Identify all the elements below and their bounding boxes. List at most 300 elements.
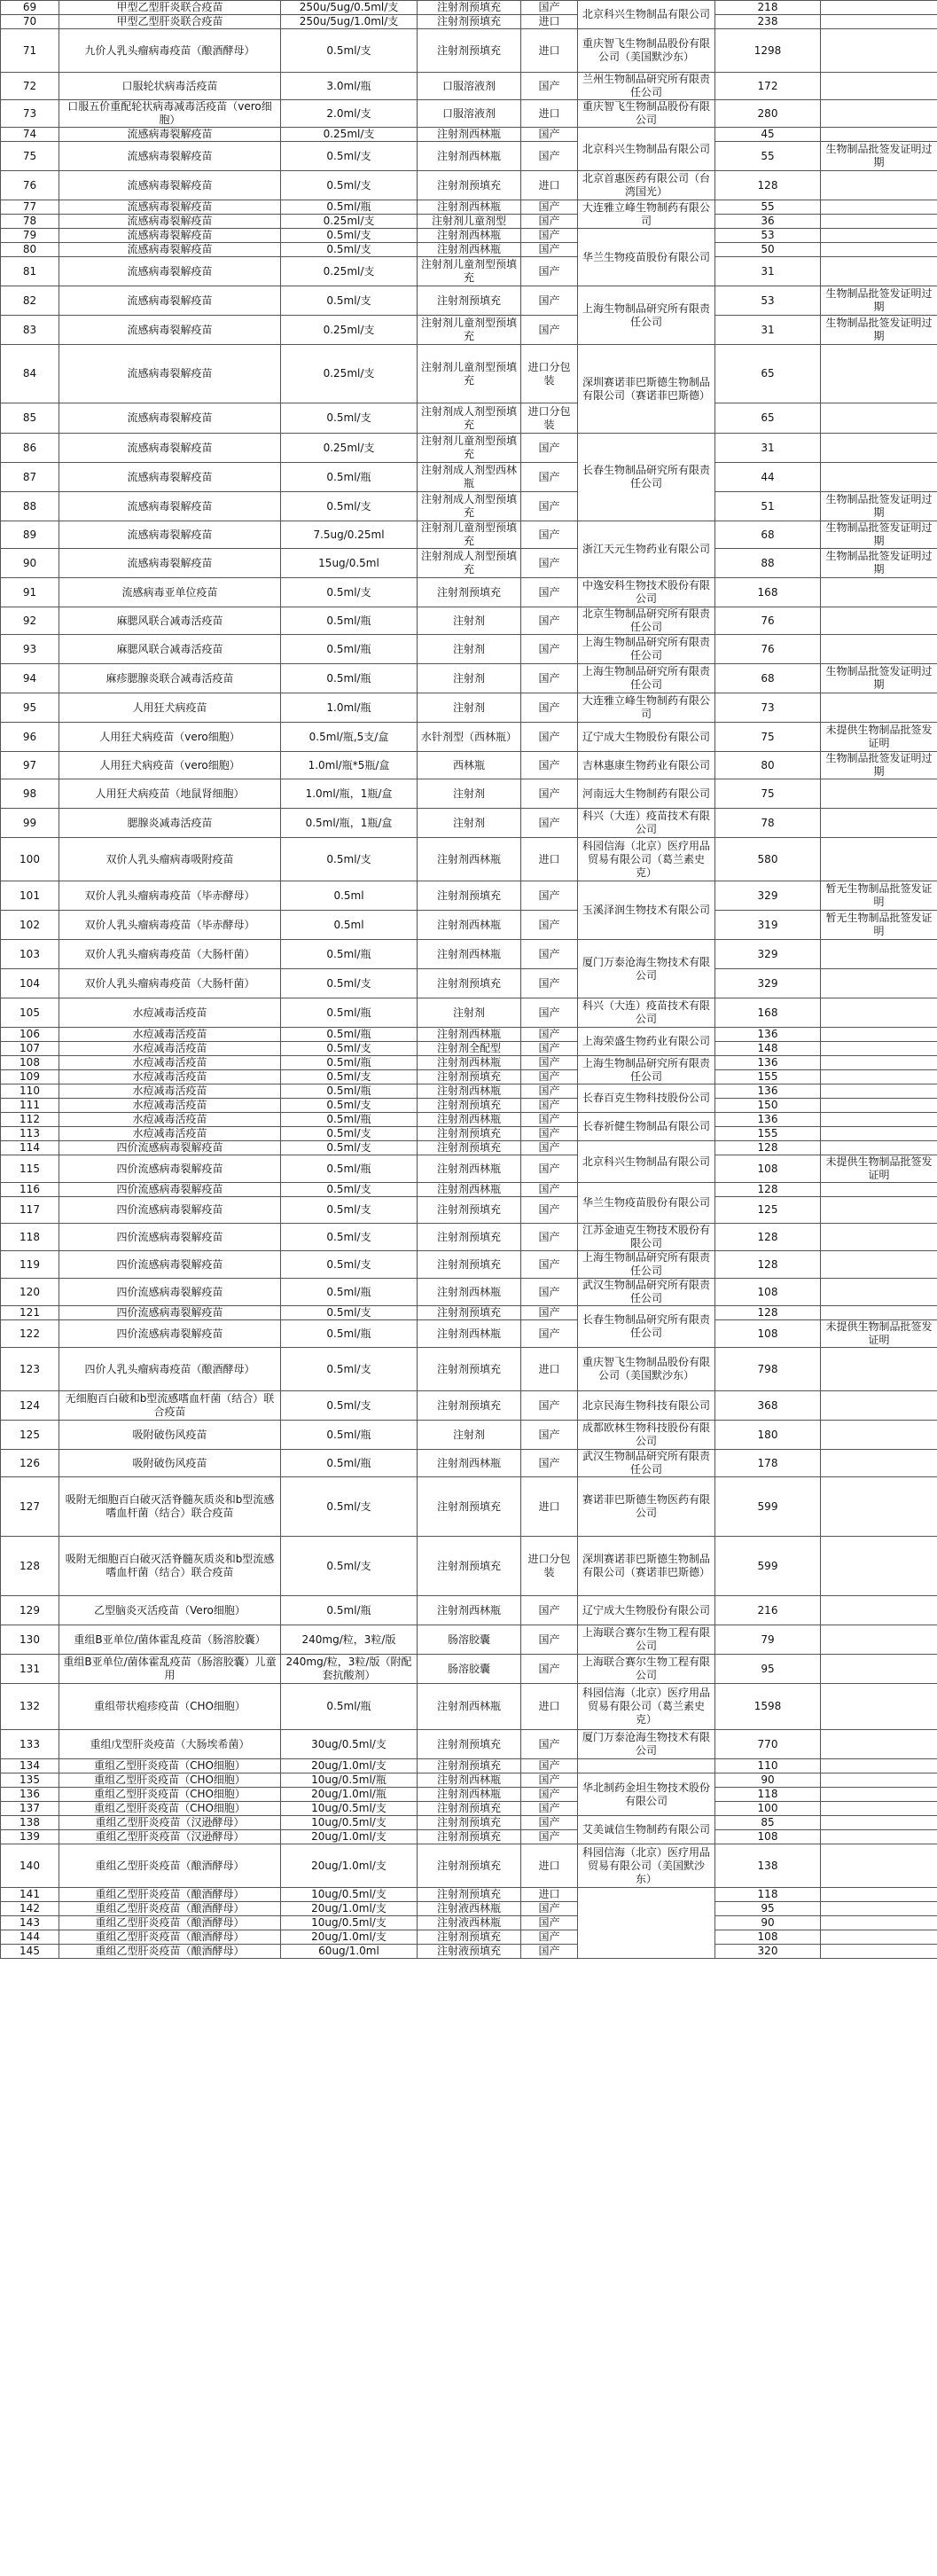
remark-cell <box>821 257 937 286</box>
origin-cell: 进口分包装 <box>521 345 578 403</box>
dosage-form-cell: 注射剂 <box>418 779 521 809</box>
supplier-cell: 深圳赛诺菲巴斯德生物制品有限公司（赛诺菲巴斯德） <box>578 345 715 434</box>
supplier-cell: 长春生物制品研究所有限责任公司 <box>578 434 715 521</box>
price-cell: 78 <box>715 809 821 838</box>
remark-cell <box>821 1902 937 1916</box>
specification-cell: 0.5ml/瓶 <box>281 200 418 215</box>
price-cell: 55 <box>715 200 821 215</box>
price-cell: 76 <box>715 607 821 635</box>
origin-cell: 国产 <box>521 881 578 911</box>
origin-cell: 进口 <box>521 1348 578 1391</box>
dosage-form-cell: 注射剂预填充 <box>418 1477 521 1537</box>
remark-cell <box>821 578 937 607</box>
supplier-cell: 重庆智飞生物制品股份有限公司 <box>578 100 715 128</box>
remark-cell <box>821 1655 937 1684</box>
dosage-form-cell: 注射剂儿童剂型 <box>418 215 521 229</box>
supplier-cell: 重庆智飞生物制品股份有限公司（美国默沙东） <box>578 1348 715 1391</box>
row-number-cell: 96 <box>1 723 59 752</box>
vaccine-name-cell: 流感病毒裂解疫苗 <box>59 286 281 316</box>
table-row <box>1 1056 937 1070</box>
dosage-form-cell: 注射剂西林瓶 <box>418 838 521 881</box>
origin-cell: 国产 <box>521 1056 578 1070</box>
remark-cell <box>821 1477 937 1537</box>
origin-cell: 国产 <box>521 1596 578 1625</box>
origin-cell: 国产 <box>521 1127 578 1141</box>
specification-cell: 0.5ml/支 <box>281 403 418 434</box>
remark-cell <box>821 1730 937 1759</box>
remark-cell <box>821 998 937 1028</box>
price-cell: 90 <box>715 1773 821 1788</box>
origin-cell: 国产 <box>521 911 578 940</box>
remark-cell <box>821 29 937 73</box>
vaccine-name-cell: 重组带状疱疹疫苗（CHO细胞） <box>59 1684 281 1730</box>
table-row <box>1 1127 937 1141</box>
row-number-cell: 127 <box>1 1477 59 1537</box>
price-cell: 95 <box>715 1655 821 1684</box>
vaccine-name-cell: 吸附无细胞百白破灭活脊髓灰质炎和b型流感嗜血杆菌（结合）联合疫苗 <box>59 1477 281 1537</box>
specification-cell: 0.5ml/支 <box>281 1348 418 1391</box>
price-cell: 216 <box>715 1596 821 1625</box>
origin-cell: 国产 <box>521 200 578 215</box>
origin-cell: 国产 <box>521 1773 578 1788</box>
table-row <box>1 434 937 463</box>
specification-cell: 20ug/1.0ml/支 <box>281 1902 418 1916</box>
vaccine-name-cell: 重组乙型肝炎疫苗（酿酒酵母） <box>59 1888 281 1902</box>
table-row <box>1 463 937 492</box>
dosage-form-cell: 注射剂西林瓶 <box>418 1279 521 1306</box>
dosage-form-cell: 注射剂预填充 <box>418 15 521 29</box>
specification-cell: 250u/5ug/0.5ml/支 <box>281 1 418 15</box>
vaccine-name-cell: 吸附无细胞百白破灭活脊髓灰质炎和b型流感嗜血杆菌（结合）联合疫苗 <box>59 1537 281 1596</box>
supplier-cell: 北京科兴生物制品有限公司 <box>578 1 715 29</box>
row-number-cell: 117 <box>1 1197 59 1224</box>
price-cell: 128 <box>715 1251 821 1279</box>
table-row <box>1 1099 937 1113</box>
table-row <box>1 243 937 257</box>
dosage-form-cell: 注射剂预填充 <box>418 881 521 911</box>
row-number-cell: 123 <box>1 1348 59 1391</box>
specification-cell: 2.0ml/支 <box>281 100 418 128</box>
origin-cell: 国产 <box>521 1945 578 1959</box>
origin-cell: 国产 <box>521 316 578 345</box>
origin-cell: 国产 <box>521 1251 578 1279</box>
dosage-form-cell: 注射剂成人剂型西林瓶 <box>418 463 521 492</box>
specification-cell: 0.25ml/支 <box>281 345 418 403</box>
table-row <box>1 664 937 693</box>
table-row <box>1 345 937 403</box>
dosage-form-cell: 注射剂 <box>418 1421 521 1450</box>
remark-cell <box>821 1 937 15</box>
supplier-cell: 吉林惠康生物药业有限公司 <box>578 752 715 779</box>
dosage-form-cell: 注射剂预填充 <box>418 578 521 607</box>
dosage-form-cell: 注射剂儿童剂型预填充 <box>418 521 521 549</box>
price-cell: 51 <box>715 492 821 521</box>
origin-cell: 国产 <box>521 1759 578 1773</box>
origin-cell: 国产 <box>521 1830 578 1844</box>
supplier-cell: 艾美诚信生物制药有限公司 <box>578 1816 715 1844</box>
supplier-cell: 兰州生物制品研究所有限责任公司 <box>578 73 715 100</box>
specification-cell: 0.5ml/瓶 <box>281 664 418 693</box>
specification-cell: 0.5ml/瓶 <box>281 1084 418 1099</box>
price-cell: 108 <box>715 1320 821 1348</box>
price-cell: 319 <box>715 911 821 940</box>
dosage-form-cell: 注射剂预填充 <box>418 1830 521 1844</box>
supplier-cell: 上海生物制品研究所有限责任公司 <box>578 664 715 693</box>
vaccine-name-cell: 水痘减毒活疫苗 <box>59 1099 281 1113</box>
specification-cell: 1.0ml/瓶，1瓶/盒 <box>281 779 418 809</box>
remark-cell: 暂无生物制品批签发证明 <box>821 881 937 911</box>
vaccine-name-cell: 双价人乳头瘤病毒疫苗（大肠杆菌） <box>59 969 281 998</box>
dosage-form-cell: 注射剂预填充 <box>418 171 521 200</box>
supplier-cell: 上海生物制品研究所有限责任公司 <box>578 1251 715 1279</box>
row-number-cell: 134 <box>1 1759 59 1773</box>
specification-cell: 15ug/0.5ml <box>281 549 418 578</box>
remark-cell <box>821 171 937 200</box>
dosage-form-cell: 注射剂西林瓶 <box>418 1684 521 1730</box>
vaccine-name-cell: 流感病毒裂解疫苗 <box>59 171 281 200</box>
remark-cell <box>821 1197 937 1224</box>
remark-cell <box>821 1084 937 1099</box>
dosage-form-cell: 注射剂儿童剂型预填充 <box>418 257 521 286</box>
remark-cell <box>821 1844 937 1888</box>
remark-cell <box>821 215 937 229</box>
vaccine-name-cell: 麻疹腮腺炎联合减毒活疫苗 <box>59 664 281 693</box>
dosage-form-cell: 注射剂预填充 <box>418 1802 521 1816</box>
price-cell: 136 <box>715 1028 821 1042</box>
dosage-form-cell: 注射剂预填充 <box>418 1 521 15</box>
price-cell: 599 <box>715 1537 821 1596</box>
origin-cell: 国产 <box>521 1802 578 1816</box>
table-row <box>1 1759 937 1773</box>
remark-cell <box>821 1888 937 1902</box>
table-row <box>1 1 937 15</box>
supplier-cell: 科园信海（北京）医疗用品贸易有限公司（葛兰素史克） <box>578 1684 715 1730</box>
vaccine-name-cell: 流感病毒裂解疫苗 <box>59 492 281 521</box>
row-number-cell: 137 <box>1 1802 59 1816</box>
table-row <box>1 969 937 998</box>
dosage-form-cell: 肠溶胶囊 <box>418 1625 521 1655</box>
specification-cell: 1.0ml/瓶 <box>281 693 418 723</box>
dosage-form-cell: 注射剂 <box>418 998 521 1028</box>
vaccine-name-cell: 口服五价重配轮状病毒减毒活疫苗（vero细胞） <box>59 100 281 128</box>
vaccine-name-cell: 流感病毒裂解疫苗 <box>59 243 281 257</box>
vaccine-name-cell: 人用狂犬病疫苗 <box>59 693 281 723</box>
price-cell: 136 <box>715 1113 821 1127</box>
specification-cell: 0.5ml/支 <box>281 1042 418 1056</box>
supplier-cell: 北京科兴生物制品有限公司 <box>578 128 715 171</box>
origin-cell: 国产 <box>521 1183 578 1197</box>
dosage-form-cell: 注射剂西林瓶 <box>418 1788 521 1802</box>
remark-cell: 未提供生物制品批签发证明 <box>821 723 937 752</box>
origin-cell: 国产 <box>521 1930 578 1945</box>
remark-cell <box>821 1916 937 1930</box>
table-row <box>1 1197 937 1224</box>
specification-cell: 0.5ml/瓶 <box>281 940 418 969</box>
vaccine-name-cell: 重组乙型肝炎疫苗（CHO细胞） <box>59 1773 281 1788</box>
specification-cell: 0.5ml <box>281 881 418 911</box>
price-cell: 73 <box>715 693 821 723</box>
supplier-cell: 辽宁成大生物股份有限公司 <box>578 723 715 752</box>
vaccine-name-cell: 甲型乙型肝炎联合疫苗 <box>59 1 281 15</box>
row-number-cell: 109 <box>1 1070 59 1084</box>
table-row <box>1 403 937 434</box>
row-number-cell: 138 <box>1 1816 59 1830</box>
row-number-cell: 82 <box>1 286 59 316</box>
remark-cell: 未提供生物制品批签发证明 <box>821 1155 937 1183</box>
row-number-cell: 130 <box>1 1625 59 1655</box>
row-number-cell: 145 <box>1 1945 59 1959</box>
supplier-cell: 大连雅立峰生物制药有限公司 <box>578 200 715 229</box>
remark-cell <box>821 434 937 463</box>
origin-cell: 国产 <box>521 463 578 492</box>
table-row <box>1 200 937 215</box>
dosage-form-cell: 注射剂西林瓶 <box>418 200 521 215</box>
row-number-cell: 104 <box>1 969 59 998</box>
vaccine-name-cell: 重组乙型肝炎疫苗（汉逊酵母） <box>59 1830 281 1844</box>
dosage-form-cell: 注射剂预填充 <box>418 1391 521 1421</box>
price-cell: 168 <box>715 578 821 607</box>
table-row <box>1 723 937 752</box>
specification-cell: 0.25ml/支 <box>281 128 418 142</box>
price-cell: 85 <box>715 1816 821 1830</box>
price-cell: 280 <box>715 100 821 128</box>
table-row <box>1 1537 937 1596</box>
supplier-cell: 玉溪泽润生物技术有限公司 <box>578 881 715 940</box>
specification-cell: 0.5ml/瓶,5支/盒 <box>281 723 418 752</box>
vaccine-name-cell: 口服轮状病毒活疫苗 <box>59 73 281 100</box>
specification-cell: 0.5ml/支 <box>281 1183 418 1197</box>
table-row <box>1 1945 937 1959</box>
price-cell: 108 <box>715 1930 821 1945</box>
origin-cell: 国产 <box>521 1655 578 1684</box>
price-cell: 148 <box>715 1042 821 1056</box>
row-number-cell: 110 <box>1 1084 59 1099</box>
table-row <box>1 881 937 911</box>
price-cell: 168 <box>715 998 821 1028</box>
remark-cell <box>821 1306 937 1320</box>
specification-cell: 20ug/1.0ml/支 <box>281 1759 418 1773</box>
vaccine-name-cell: 流感病毒裂解疫苗 <box>59 316 281 345</box>
row-number-cell: 75 <box>1 142 59 171</box>
price-cell: 128 <box>715 1306 821 1320</box>
supplier-cell: 厦门万泰沧海生物技术有限公司 <box>578 940 715 998</box>
supplier-cell: 长春祈健生物制品有限公司 <box>578 1113 715 1141</box>
dosage-form-cell: 注射剂预填充 <box>418 1141 521 1155</box>
dosage-form-cell: 注射剂儿童剂型预填充 <box>418 345 521 403</box>
row-number-cell: 89 <box>1 521 59 549</box>
row-number-cell: 94 <box>1 664 59 693</box>
table-row <box>1 286 937 316</box>
specification-cell: 10ug/0.5ml/瓶 <box>281 1773 418 1788</box>
row-number-cell: 113 <box>1 1127 59 1141</box>
specification-cell: 7.5ug/0.25ml <box>281 521 418 549</box>
table-row <box>1 29 937 73</box>
supplier-cell: 科园信海（北京）医疗用品贸易有限公司（葛兰素史克） <box>578 838 715 881</box>
price-cell: 55 <box>715 142 821 171</box>
vaccine-name-cell: 重组乙型肝炎疫苗（汉逊酵母） <box>59 1816 281 1830</box>
supplier-cell <box>578 1759 715 1773</box>
dosage-form-cell: 注射剂 <box>418 607 521 635</box>
table-row <box>1 1625 937 1655</box>
specification-cell: 0.5ml/支 <box>281 142 418 171</box>
dosage-form-cell: 注射剂预填充 <box>418 1816 521 1830</box>
supplier-cell: 中逸安科生物技术股份有限公司 <box>578 578 715 607</box>
table-row <box>1 1684 937 1730</box>
origin-cell: 国产 <box>521 1155 578 1183</box>
specification-cell: 0.5ml <box>281 911 418 940</box>
table-row <box>1 1888 937 1902</box>
remark-cell <box>821 100 937 128</box>
price-cell: 79 <box>715 1625 821 1655</box>
vaccine-name-cell: 人用狂犬病疫苗（vero细胞） <box>59 752 281 779</box>
table-row <box>1 1183 937 1197</box>
vaccine-name-cell: 双价人乳头瘤病毒吸附疫苗 <box>59 838 281 881</box>
table-row <box>1 809 937 838</box>
dosage-form-cell: 注射剂西林瓶 <box>418 1028 521 1042</box>
remark-cell <box>821 15 937 29</box>
vaccine-name-cell: 四价流感病毒裂解疫苗 <box>59 1320 281 1348</box>
dosage-form-cell: 注射剂西林瓶 <box>418 911 521 940</box>
vaccine-name-cell: 水痘减毒活疫苗 <box>59 1042 281 1056</box>
specification-cell: 0.5ml/瓶 <box>281 1421 418 1450</box>
row-number-cell: 101 <box>1 881 59 911</box>
price-cell: 599 <box>715 1477 821 1537</box>
dosage-form-cell: 注射剂西林瓶 <box>418 243 521 257</box>
supplier-cell: 武汉生物制品研究所有限责任公司 <box>578 1450 715 1477</box>
remark-cell: 生物制品批签发证明过期 <box>821 664 937 693</box>
vaccine-name-cell: 流感病毒裂解疫苗 <box>59 345 281 403</box>
specification-cell: 0.5ml/支 <box>281 578 418 607</box>
remark-cell <box>821 1042 937 1056</box>
vaccine-name-cell: 四价流感病毒裂解疫苗 <box>59 1224 281 1251</box>
vaccine-name-cell: 四价流感病毒裂解疫苗 <box>59 1251 281 1279</box>
origin-cell: 进口分包装 <box>521 403 578 434</box>
remark-cell: 生物制品批签发证明过期 <box>821 286 937 316</box>
origin-cell: 进口分包装 <box>521 1537 578 1596</box>
dosage-form-cell: 注射剂预填充 <box>418 1759 521 1773</box>
row-number-cell: 132 <box>1 1684 59 1730</box>
remark-cell <box>821 1070 937 1084</box>
vaccine-name-cell: 重组乙型肝炎疫苗（酿酒酵母） <box>59 1945 281 1959</box>
table-row <box>1 1788 937 1802</box>
row-number-cell: 124 <box>1 1391 59 1421</box>
origin-cell: 国产 <box>521 693 578 723</box>
remark-cell <box>821 200 937 215</box>
table-row <box>1 1141 937 1155</box>
remark-cell <box>821 693 937 723</box>
dosage-form-cell: 注射剂预填充 <box>418 29 521 73</box>
row-number-cell: 76 <box>1 171 59 200</box>
vaccine-name-cell: 双价人乳头瘤病毒疫苗（毕赤酵母） <box>59 911 281 940</box>
table-row <box>1 15 937 29</box>
origin-cell: 进口 <box>521 100 578 128</box>
row-number-cell: 92 <box>1 607 59 635</box>
price-cell: 128 <box>715 171 821 200</box>
specification-cell: 250u/5ug/1.0ml/支 <box>281 15 418 29</box>
origin-cell: 国产 <box>521 969 578 998</box>
table-row <box>1 1028 937 1042</box>
table-row <box>1 1224 937 1251</box>
price-cell: 128 <box>715 1224 821 1251</box>
price-cell: 329 <box>715 940 821 969</box>
dosage-form-cell: 注射剂西林瓶 <box>418 1773 521 1788</box>
table-row <box>1 215 937 229</box>
vaccine-name-cell: 重组乙型肝炎疫苗（酿酒酵母） <box>59 1902 281 1916</box>
specification-cell: 10ug/0.5ml/支 <box>281 1802 418 1816</box>
vaccine-name-cell: 流感病毒裂解疫苗 <box>59 229 281 243</box>
specification-cell: 0.5ml/支 <box>281 1197 418 1224</box>
origin-cell: 国产 <box>521 1902 578 1916</box>
specification-cell: 0.5ml/支 <box>281 1537 418 1596</box>
specification-cell: 10ug/0.5ml/支 <box>281 1888 418 1902</box>
table-row <box>1 73 937 100</box>
dosage-form-cell: 注射剂西林瓶 <box>418 1056 521 1070</box>
specification-cell: 0.25ml/支 <box>281 215 418 229</box>
vaccine-name-cell: 流感病毒裂解疫苗 <box>59 403 281 434</box>
dosage-form-cell: 水针剂型（西林瓶） <box>418 723 521 752</box>
table-row <box>1 1084 937 1099</box>
vaccine-name-cell: 水痘减毒活疫苗 <box>59 1070 281 1084</box>
row-number-cell: 136 <box>1 1788 59 1802</box>
supplier-cell: 上海生物制品研究所有限责任公司 <box>578 635 715 664</box>
vaccine-name-cell: 人用狂犬病疫苗（地鼠肾细胞） <box>59 779 281 809</box>
supplier-cell: 北京首惠医药有限公司（台湾国光） <box>578 171 715 200</box>
dosage-form-cell: 注射剂预填充 <box>418 1306 521 1320</box>
vaccine-name-cell: 麻腮风联合减毒活疫苗 <box>59 607 281 635</box>
price-cell: 110 <box>715 1759 821 1773</box>
remark-cell <box>821 1945 937 1959</box>
vaccine-name-cell: 四价流感病毒裂解疫苗 <box>59 1183 281 1197</box>
dosage-form-cell: 注射剂预填充 <box>418 1251 521 1279</box>
origin-cell: 进口 <box>521 1477 578 1537</box>
row-number-cell: 98 <box>1 779 59 809</box>
origin-cell: 国产 <box>521 1224 578 1251</box>
supplier-cell: 北京科兴生物制品有限公司 <box>578 1141 715 1183</box>
vaccine-name-cell: 双价人乳头瘤病毒疫苗（毕赤酵母） <box>59 881 281 911</box>
remark-cell: 生物制品批签发证明过期 <box>821 492 937 521</box>
remark-cell <box>821 1596 937 1625</box>
dosage-form-cell: 西林瓶 <box>418 752 521 779</box>
dosage-form-cell: 注射剂西林瓶 <box>418 1084 521 1099</box>
remark-cell <box>821 1224 937 1251</box>
dosage-form-cell: 注射剂预填充 <box>418 1348 521 1391</box>
specification-cell: 30ug/0.5ml/支 <box>281 1730 418 1759</box>
row-number-cell: 118 <box>1 1224 59 1251</box>
vaccine-name-cell: 水痘减毒活疫苗 <box>59 998 281 1028</box>
remark-cell <box>821 1028 937 1042</box>
vaccine-name-cell: 水痘减毒活疫苗 <box>59 1113 281 1127</box>
origin-cell: 国产 <box>521 286 578 316</box>
price-cell: 238 <box>715 15 821 29</box>
specification-cell: 0.5ml/支 <box>281 838 418 881</box>
remark-cell <box>821 1788 937 1802</box>
vaccine-name-cell: 四价流感病毒裂解疫苗 <box>59 1141 281 1155</box>
specification-cell: 0.5ml/支 <box>281 1477 418 1537</box>
row-number-cell: 120 <box>1 1279 59 1306</box>
specification-cell: 0.5ml/瓶 <box>281 1320 418 1348</box>
vaccine-name-cell: 重组乙型肝炎疫苗（酿酒酵母） <box>59 1930 281 1945</box>
origin-cell: 国产 <box>521 1421 578 1450</box>
row-number-cell: 70 <box>1 15 59 29</box>
table-row <box>1 1596 937 1625</box>
supplier-cell <box>578 1888 715 1959</box>
dosage-form-cell: 口服溶液剂 <box>418 73 521 100</box>
table-row <box>1 1844 937 1888</box>
remark-cell <box>821 1421 937 1450</box>
vaccine-name-cell: 流感病毒亚单位疫苗 <box>59 578 281 607</box>
origin-cell: 国产 <box>521 752 578 779</box>
price-cell: 108 <box>715 1155 821 1183</box>
